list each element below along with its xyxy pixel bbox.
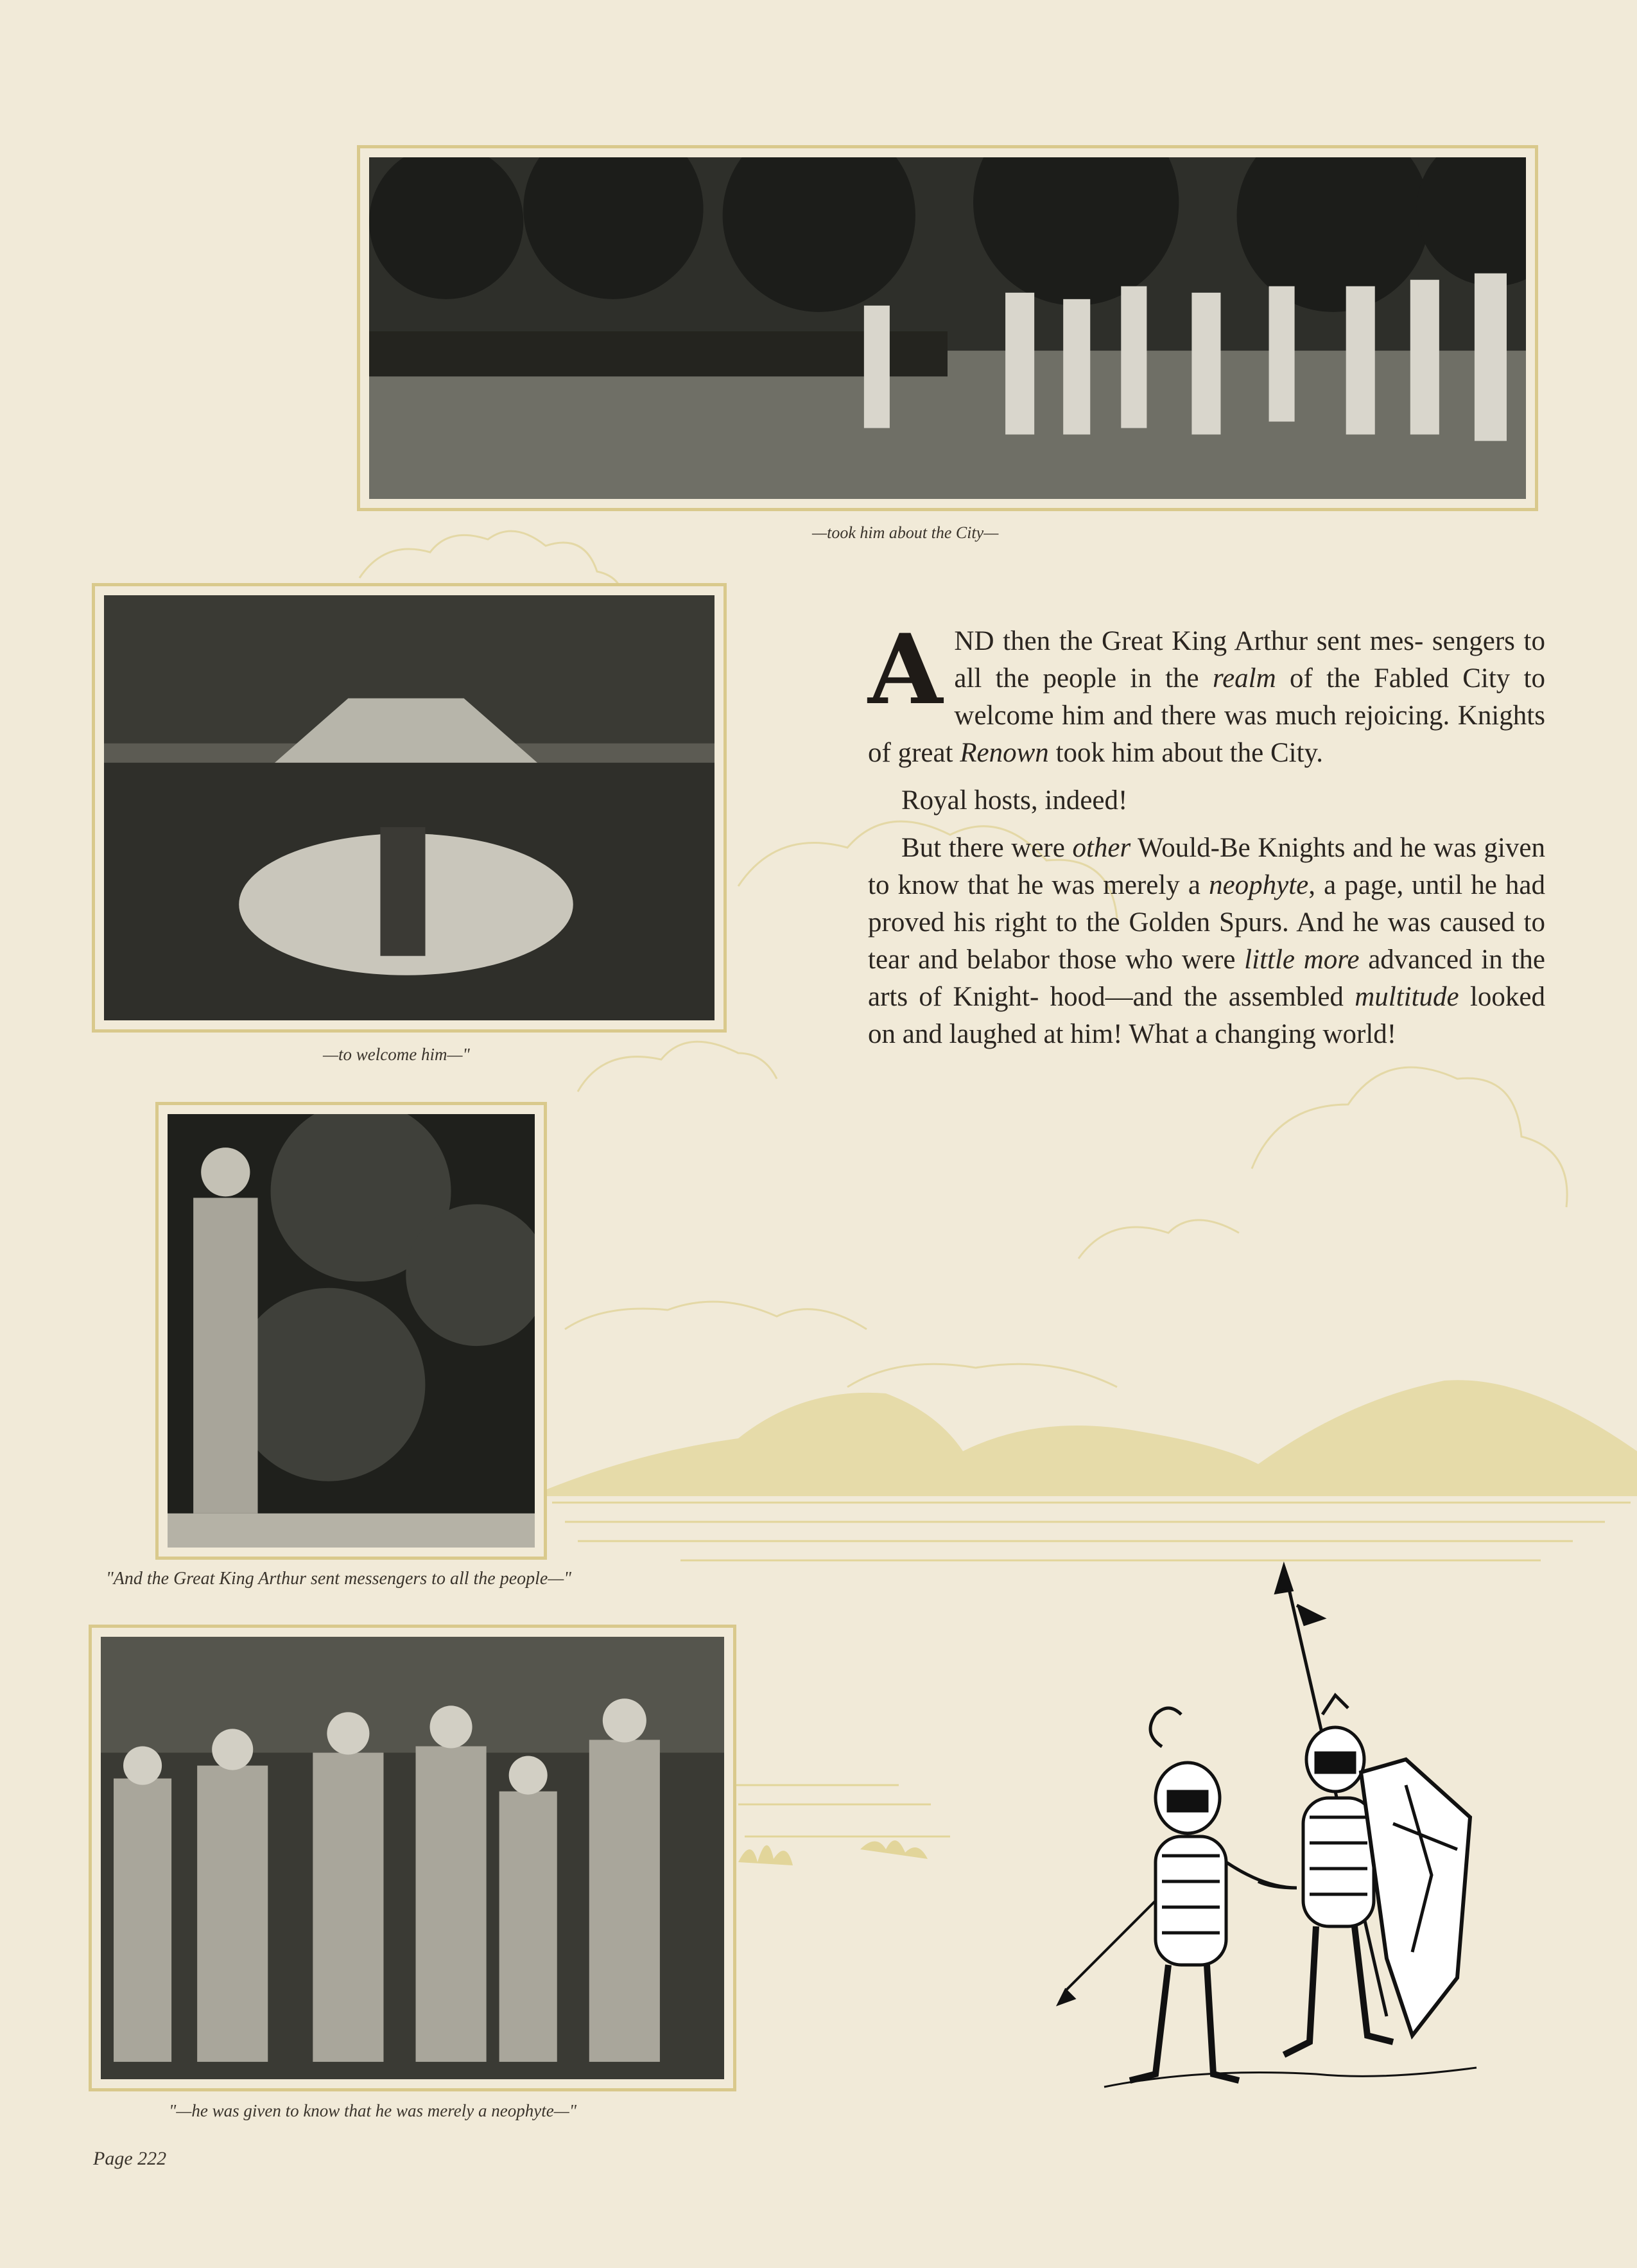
p3-text-d: advanced in the arts of Knight- hood—and the assembled	[868, 945, 1545, 1012]
caption-welcome: —to welcome him—"	[323, 1045, 470, 1064]
p3-other: other	[1072, 833, 1131, 863]
caption-king-arthur: "And the Great King Arthur sent messengers to all the people—"	[106, 1569, 572, 1589]
p1-text-b: of the Fabled City to welcome him and there was much rejoicing. Knights of great	[868, 663, 1546, 768]
p3-text-b: Would-Be Knights and he was given to know that he was merely a	[868, 833, 1546, 900]
paragraph-2: Royal hosts, indeed!	[901, 785, 1128, 816]
p3-multitude: multitude	[1355, 982, 1459, 1012]
photo-students	[101, 1637, 724, 2079]
knights-handshake-illustration	[1053, 1554, 1489, 2132]
p1-realm: realm	[1212, 663, 1276, 693]
caption-took-him: —took him about the City—	[812, 523, 999, 542]
p3-text-a: But there were	[901, 833, 1073, 863]
drop-cap: A	[868, 613, 943, 726]
page-number: Page 222	[93, 2148, 167, 2169]
photo-crowd-frame	[92, 583, 727, 1033]
paragraph-1	[868, 613, 1546, 772]
photo-procession	[369, 157, 1526, 499]
p1-text-a: ND then the Great King Arthur sent mes- sengers to all the people in the	[954, 626, 1545, 693]
p3-text-c: , a page, until he had proved his right to the Golden Spurs. And he was caused to tear and belabor those who were	[868, 870, 1545, 975]
photo-speaker-frame	[155, 1102, 547, 1560]
photo-crowd	[104, 595, 715, 1020]
p3-little-more: little more	[1244, 945, 1360, 975]
caption-neophyte: "—he was given to know that he was merely a neophyte—"	[169, 2101, 577, 2120]
article-text	[868, 613, 1546, 1063]
paragraph-3	[868, 830, 1545, 1053]
p1-renown: Renown	[960, 738, 1049, 768]
p1-text-c: took him about the City.	[1048, 738, 1323, 768]
p3-neophyte: neophyte	[1209, 870, 1309, 900]
photo-speaker	[168, 1114, 535, 1548]
p3-text-e: looked on and laughed at him! What a changing world!	[868, 982, 1545, 1049]
photo-procession-frame	[357, 145, 1538, 511]
photo-students-frame	[89, 1625, 736, 2091]
